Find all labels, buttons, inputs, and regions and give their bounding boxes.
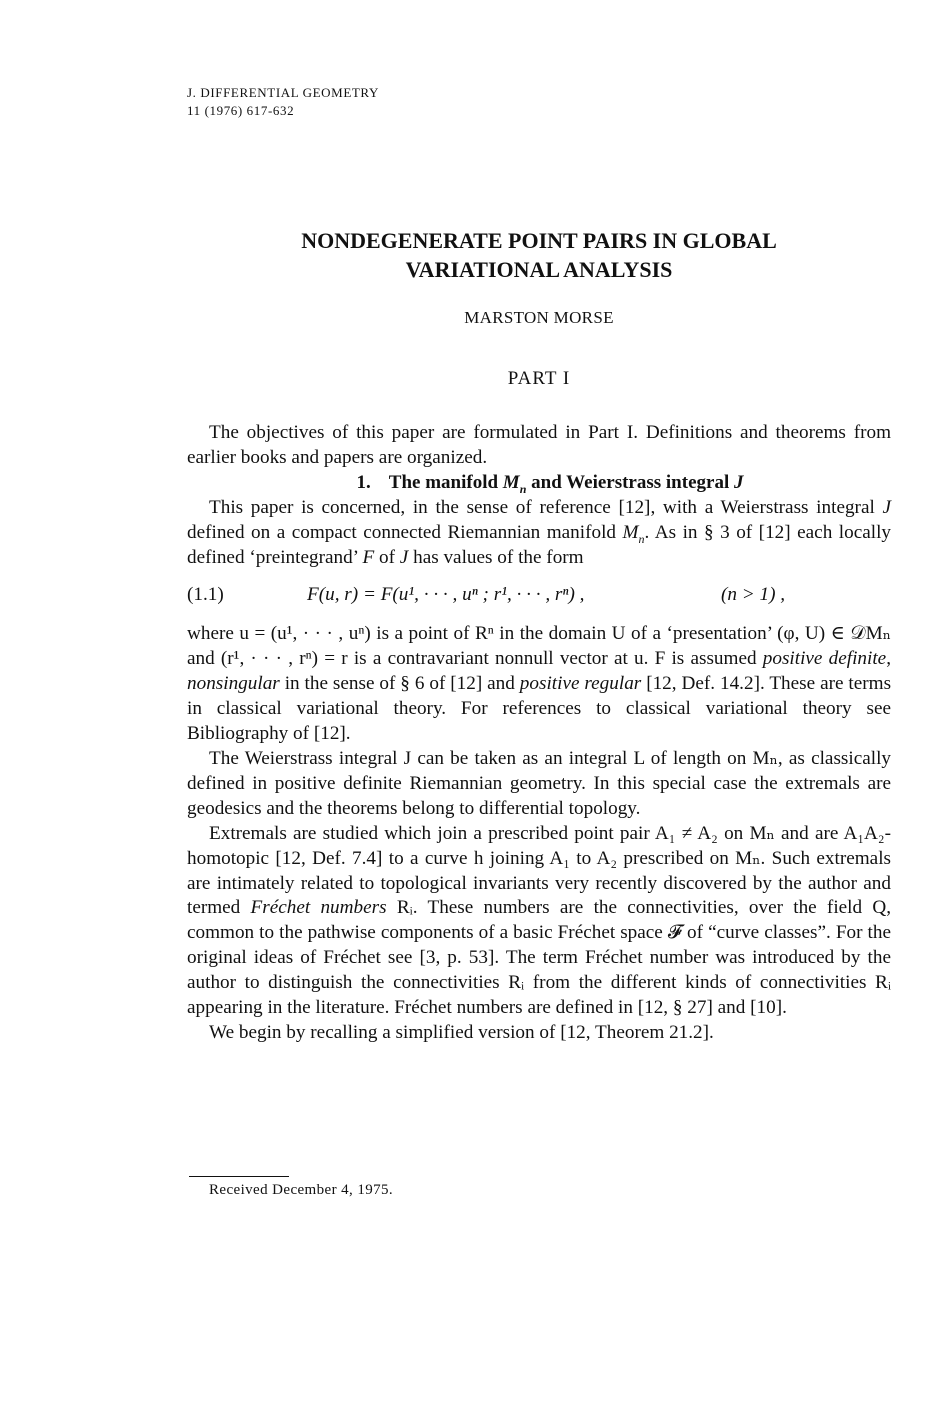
section-title-b: and Weierstrass integral: [531, 471, 730, 493]
section-1-heading: 1. The manifold $M_n$ and Weierstrass integral J: [356, 471, 744, 496]
section-title-a: The manifold: [388, 471, 499, 493]
paragraph-4: Extremals are studied which join a prescribed point pair A₁ ≠ A₂ on Mₙ and are A₁A₂-homotopic [12, Def. 7.4] to a curve h joining A₁ to A₂ prescribed on Mₙ. Such extremals are intimately related to topological invariants very recently discovered by the author and termed Fréchet numbers Rᵢ. These numbers are the connectivities, over the field Q, common to the pathwise components of a basic Fréchet space 𝓕 of “curve classes”. For the original ideas of Fréchet see [3, p. 53]. The term Fréchet number was introduced by the author to distinguish the connectivities Rᵢ from the different kinds of connectivities Rᵢ appearing in the literature. Fréchet numbers are defined in [12, § 27] and [10].: [187, 822, 892, 1019]
section-number: 1.: [356, 471, 371, 493]
paragraph-2: where u = (u¹, · · · , uⁿ) is a point of Rⁿ in the domain U of a ‘presentation’ (φ, U) ∈ 𝒟Mₙ and (r¹, · · · , rⁿ) = r is a contravariant nonnull vector at u. F is assumed positive definite, nonsingular in the sense of § 6 of [12] and positive regular [12, Def. 14.2]. These are terms in classical variational theory. For references to classical variational theory see Bibliography of [12].: [187, 623, 892, 745]
paragraph-5: We begin by recalling a simplified version of [12, Theorem 21.2].: [209, 1021, 714, 1043]
paragraph-3: The Weierstrass integral J can be taken as an integral L of length on Mₙ, as classically defined in positive definite Riemannian geometry. In this special case the extremals are geodesics and the theorems belong to differential topology.: [187, 747, 891, 819]
journal-name: J. DIFFERENTIAL GEOMETRY: [187, 85, 379, 100]
paper-body: [187, 421, 891, 1046]
intro-paragraph: The objectives of this paper are formulated in Part I. Definitions and theorems from earlier books and papers are organized.: [187, 422, 891, 468]
footnote-rule: [189, 1176, 289, 1177]
equation-expression: F(u, r) = F(u¹, · · · , uⁿ ; r¹, · · · , rⁿ) ,: [307, 583, 585, 605]
equation-label: (1.1): [187, 583, 224, 605]
title-line-2: VARIATIONAL ANALYSIS: [405, 257, 673, 282]
equation-1-1: [187, 580, 891, 610]
footnote-received: Received December 4, 1975.: [209, 1182, 394, 1198]
paper-title: [187, 226, 891, 284]
author-name: MARSTON MORSE: [464, 308, 614, 327]
journal-volume: 11 (1976) 617-632: [187, 103, 295, 118]
journal-header: [187, 84, 379, 120]
equation-condition: (n > 1) ,: [721, 583, 786, 605]
part-heading: PART I: [507, 368, 571, 389]
paragraph-1: This paper is concerned, in the sense of reference [12], with a Weierstrass integral J defined on a compact connected Riemannian manifold $M_n$. As in § 3 of [12] each locally defined ‘preintegrand’ F of J has values of the form: [187, 496, 892, 568]
title-line-1: NONDEGENERATE POINT PAIRS IN GLOBAL: [301, 228, 777, 253]
